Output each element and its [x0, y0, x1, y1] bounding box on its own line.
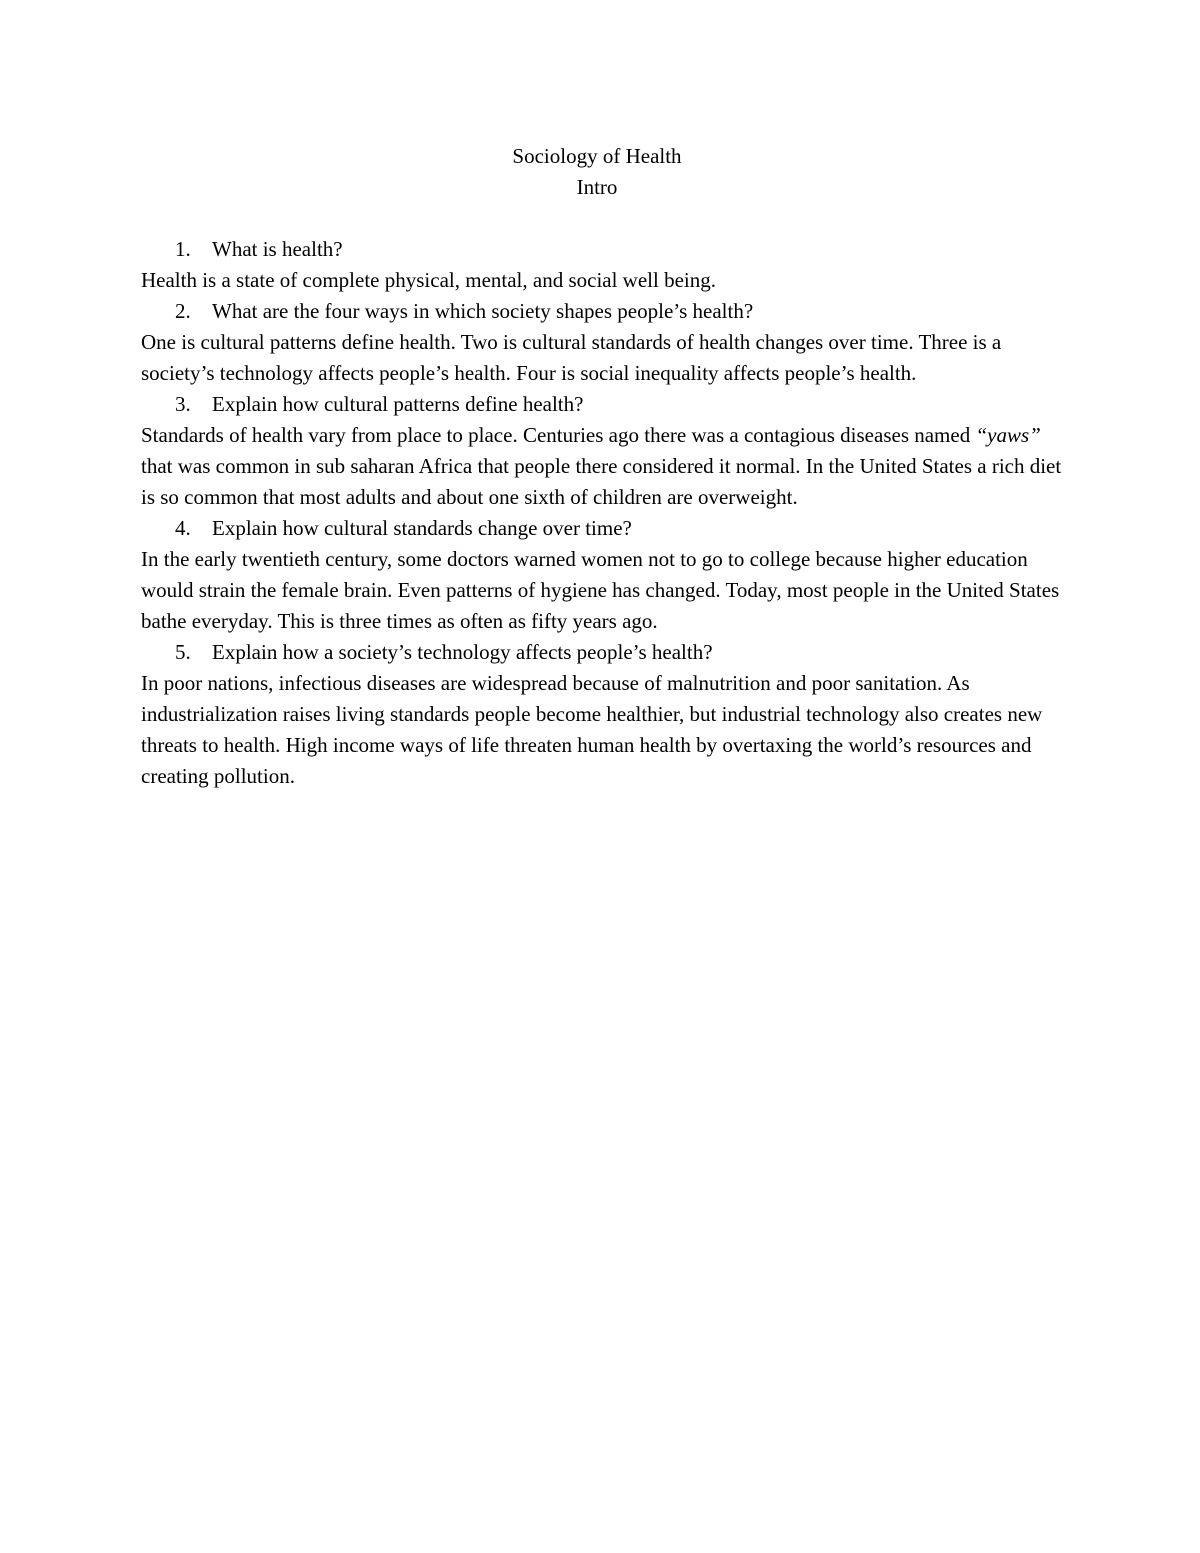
- question-number: 1.: [175, 237, 191, 261]
- answer-5: In poor nations, infectious diseases are widespread because of malnutrition and poor sanitation. As industrialization raises living standards people become healthier, but industrial technology also creates new threats to health. High income ways of life threaten human health by overtaxing the world’s resources and creating pollution.: [141, 671, 1043, 788]
- question-text: Explain how cultural standards change over time?: [212, 516, 632, 540]
- question-number: 4.: [175, 516, 191, 540]
- question-text: What is health?: [212, 237, 343, 261]
- question-3: [141, 389, 1071, 420]
- question-text: Explain how a society’s technology affects people’s health?: [212, 640, 713, 664]
- document-subtitle: Intro: [576, 175, 618, 199]
- answer-2: One is cultural patterns define health. Two is cultural standards of health changes over time. Three is a society’s technology affects people’s health. Four is social inequality affects people’s health.: [141, 330, 1002, 385]
- question-number: 3.: [175, 392, 191, 416]
- question-5: [141, 637, 1071, 668]
- question-text: What are the four ways in which society shapes people’s health?: [212, 299, 754, 323]
- question-1: [141, 234, 1071, 265]
- document-title: Sociology of Health: [512, 144, 682, 168]
- answer-text: that was common in sub saharan Africa that people there considered it normal. In the United States a rich diet is so common that most adults and about one sixth of children are overweight.: [141, 454, 1062, 509]
- answer-text: Standards of health vary from place to place. Centuries ago there was a contagious diseases named: [141, 423, 976, 447]
- question-text: Explain how cultural patterns define health?: [212, 392, 584, 416]
- answer-emphasis: “yaws”: [975, 423, 1041, 447]
- question-list: [141, 234, 1071, 792]
- question-number: 2.: [175, 299, 191, 323]
- question-4: [141, 513, 1071, 544]
- question-2: [141, 296, 1071, 327]
- answer-3: [141, 420, 1071, 513]
- title-block: [0, 141, 1194, 203]
- question-number: 5.: [175, 640, 191, 664]
- answer-4: In the early twentieth century, some doctors warned women not to go to college because higher education would strain the female brain. Even patterns of hygiene has changed. Today, most people in the United States bathe everyday. This is three times as often as fifty years ago.: [141, 547, 1060, 633]
- answer-1: Health is a state of complete physical, mental, and social well being.: [141, 268, 716, 292]
